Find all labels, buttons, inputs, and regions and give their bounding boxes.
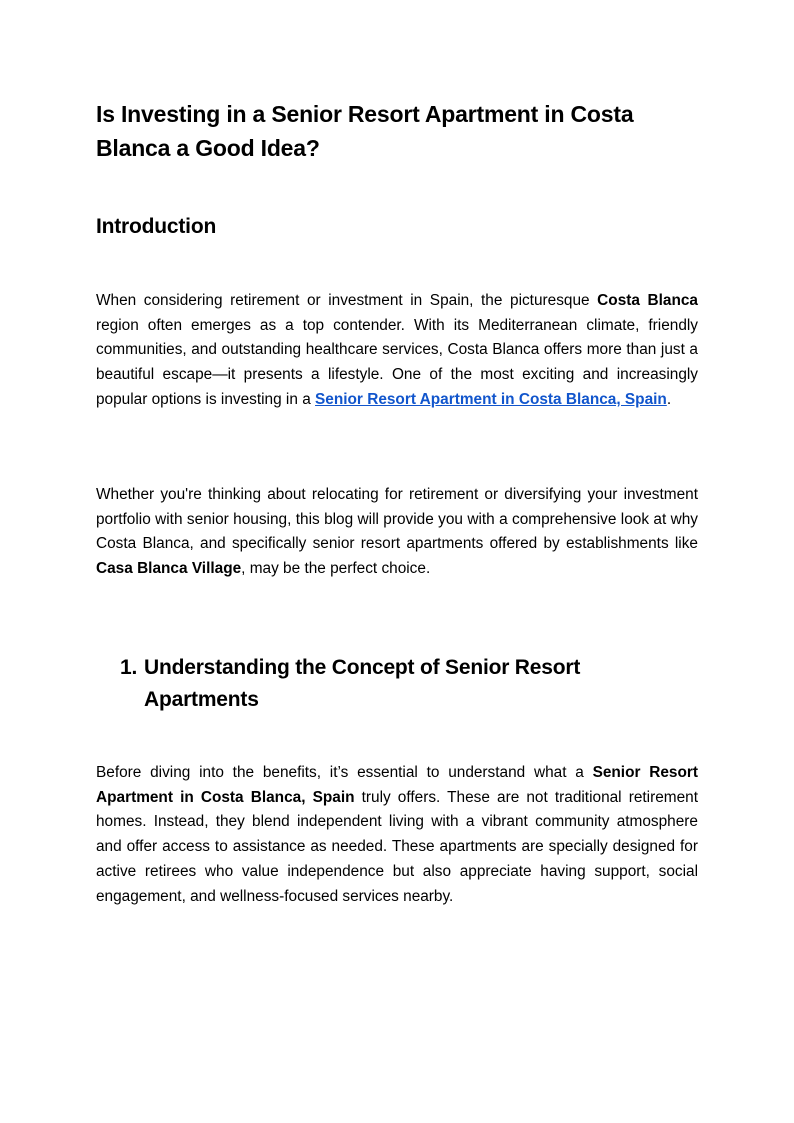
text-run: truly offers. These are not traditional retirement homes. Instead, they blend independent living with a vibrant community atmosphere and offer access to assistance as needed. These apartments are specially designed for active retirees who value independence but also appreciate having support, social engagement, and wellness-focused services nearby. [96, 788, 698, 905]
section-1-heading-text: Understanding the Concept of Senior Resort Apartments [144, 656, 581, 711]
intro-paragraph-2 [96, 483, 698, 582]
text-run: region often emerges as a top contender. With its Mediterranean climate, friendly communities, and outstanding healthcare services, Costa Blanca offers more than just a beautiful escape—it presents a lifestyle. One of the most exciting and increasingly popular options is investing in a [96, 316, 698, 408]
senior-resort-apartment-link[interactable]: Senior Resort Apartment in Costa Blanca, Spain [315, 390, 667, 408]
bold-text: Costa Blanca [597, 292, 698, 309]
introduction-heading: Introduction [96, 215, 217, 238]
page-title: Is Investing in a Senior Resort Apartment in Costa Blanca a Good Idea? [96, 101, 634, 161]
text-run: When considering retirement or investment in Spain, the picturesque [96, 292, 598, 309]
section-1-paragraph [96, 761, 698, 909]
intro-paragraph-1 [96, 289, 698, 413]
text-run: Before diving into the benefits, it’s essential to understand what a [96, 764, 593, 781]
text-run: Whether you're thinking about relocating for retirement or diversifying your investment portfolio with senior housing, this blog will provide you with a comprehensive look at why Costa Blanca, and specifically senior resort apartments offered by establishments like [96, 486, 698, 553]
text-run: , may be the perfect choice. [241, 560, 431, 578]
bold-text: Senior Resort Apartment in Costa Blanca, Spain [96, 764, 698, 806]
text-run: . [666, 390, 672, 408]
list-number: 1. [120, 656, 138, 679]
section-1-heading [120, 652, 590, 716]
bold-text: Casa Blanca Village [96, 560, 242, 578]
